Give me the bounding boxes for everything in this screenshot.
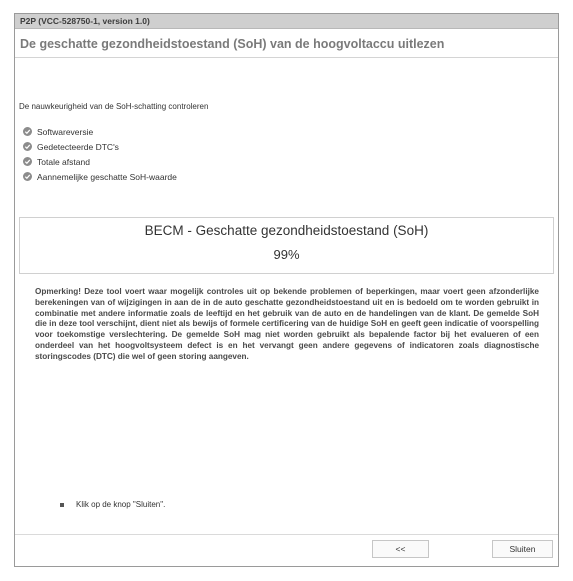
check-item-dtc bbox=[23, 139, 177, 154]
soh-title: BECM - Geschatte gezondheidstoestand (SoH) bbox=[144, 223, 429, 238]
instruction-text: Klik op de knop "Sluiten". bbox=[76, 500, 166, 509]
check-item-soh-plausible bbox=[23, 169, 177, 184]
page-title: De geschatte gezondheidstoestand (SoH) van de hoogvoltaccu uitlezen bbox=[20, 37, 445, 51]
check-item-label: Gedetecteerde DTC's bbox=[37, 141, 119, 152]
soh-result-box bbox=[19, 217, 554, 274]
check-item-label: Aannemelijke geschatte SoH-waarde bbox=[37, 171, 177, 182]
check-item-label: Softwareversie bbox=[37, 126, 94, 137]
bullet-icon bbox=[60, 503, 64, 507]
check-item-software bbox=[23, 124, 177, 139]
soh-value: 99% bbox=[273, 247, 300, 262]
check-item-distance bbox=[23, 154, 177, 169]
window-title: P2P (VCC-528750-1, version 1.0) bbox=[15, 14, 558, 29]
check-item-label: Totale afstand bbox=[37, 156, 90, 167]
footer-divider bbox=[15, 534, 558, 535]
instruction bbox=[60, 500, 165, 509]
dialog-window bbox=[14, 13, 559, 567]
disclaimer-text: Opmerking! Deze tool voert waar mogelijk controles uit op bekende problemen of beperkingen, maar voert geen afzonderlijke berekeningen van of wijzigingen in aan de in de auto geschatte gezondheidstoestand uit en is bedoeld om te worden gebruikt in combinatie met andere informatie zoals de leeftijd en het gebruik van de auto en de handelingen van de klant. De gemelde SoH die in deze tool verschijnt, dient niet als bewijs of formele certificering van de huidige SoH en geeft geen indicatie of voorspelling voor toekomstige verslechtering. De gemelde SoH mag niet worden gebruikt als bepalende factor bij het evalueren of een onderdeel van het hoogvoltsysteem defect is en het vervangt geen andere gegevens of indicatoren zoals diagnostische storingscodes (DTC) die wel of geen storing aangeven. bbox=[35, 287, 539, 361]
check-circle-icon bbox=[23, 172, 32, 181]
check-circle-icon bbox=[23, 157, 32, 166]
accuracy-check-list bbox=[23, 124, 177, 184]
check-circle-icon bbox=[23, 142, 32, 151]
accuracy-heading: De nauwkeurigheid van de SoH-schatting controleren bbox=[19, 102, 209, 111]
check-circle-icon bbox=[23, 127, 32, 136]
back-button[interactable]: << bbox=[372, 540, 429, 558]
close-button[interactable]: Sluiten bbox=[492, 540, 553, 558]
title-divider bbox=[15, 57, 558, 58]
